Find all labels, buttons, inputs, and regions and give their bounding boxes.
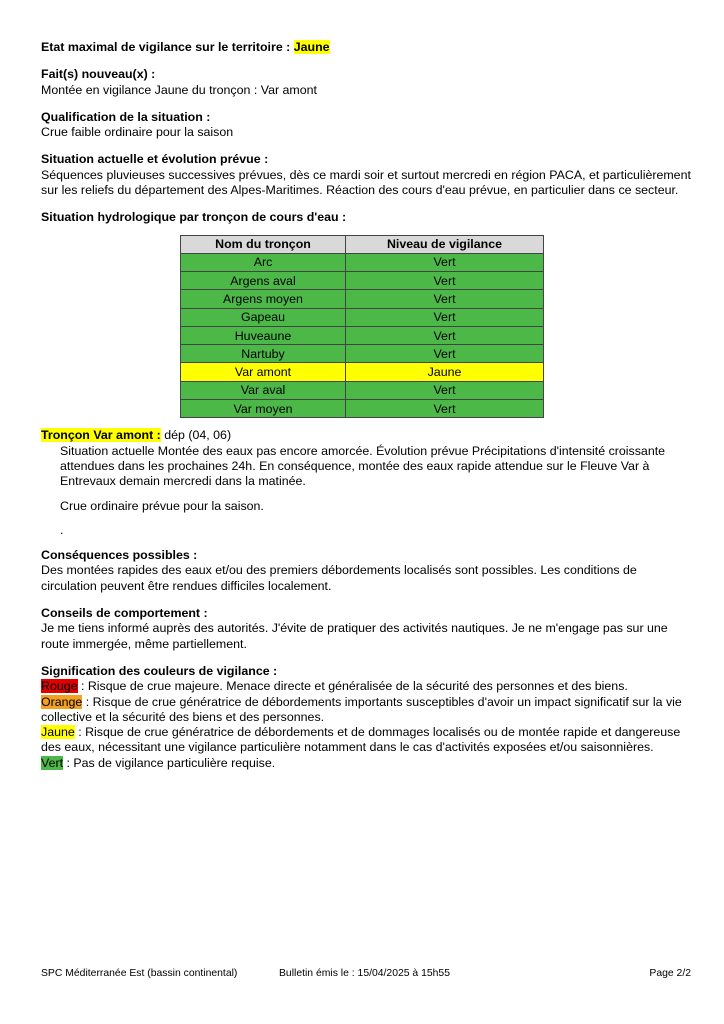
rouge-label: Rouge [41, 679, 78, 694]
hydro [41, 210, 691, 418]
table-row [181, 290, 544, 308]
troncon-name: Huveaune [181, 326, 346, 344]
vert-text: : Pas de vigilance particulière requise. [63, 755, 276, 770]
qualification-title: Qualification de la situation : [41, 109, 211, 124]
footer-date: Bulletin émis le : 15/04/2025 à 15h55 [279, 968, 450, 979]
troncon-name: Gapeau [181, 308, 346, 326]
signification-rouge [41, 679, 691, 694]
consequences [41, 548, 691, 594]
jaune-text: : Risque de crue génératrice de débordements et de dommages localisés ou de montée rapide et dangereuse des eaux, nécessitant une vigilance particulière notamment dans le cas d'activités exposées et/ou saisonnières. [41, 725, 681, 755]
table-row [181, 308, 544, 326]
signification-title: Signification des couleurs de vigilance : [41, 663, 278, 678]
table-row [181, 326, 544, 344]
troncon-level: Vert [345, 400, 543, 418]
conseils-title: Conseils de comportement : [41, 606, 208, 621]
faits-title: Fait(s) nouveau(x) : [41, 67, 156, 82]
jaune-label: Jaune [41, 725, 75, 740]
troncon-name: Nartuby [181, 345, 346, 363]
orange-text: : Risque de crue génératrice de débordements importants susceptibles d'avoir un impact significatif sur la vie collective et la sécurité des biens et des personnes. [41, 694, 682, 724]
signification-vert [41, 756, 691, 771]
signification-jaune [41, 725, 691, 756]
hydro-title: Situation hydrologique par tronçon de cours d'eau : [41, 210, 347, 225]
column-header-vigilance: Niveau de vigilance [345, 235, 543, 253]
troncon-level: Vert [345, 345, 543, 363]
troncon-name: Var aval [181, 381, 346, 399]
table-row [181, 363, 544, 381]
troncon-label: Tronçon Var amont : [41, 428, 161, 443]
table-row [181, 271, 544, 289]
troncon-level: Vert [345, 381, 543, 399]
footer-page-number: Page 2/2 [649, 968, 691, 979]
troncon-level: Jaune [345, 363, 543, 381]
situation-title: Situation actuelle et évolution prévue : [41, 152, 269, 167]
troncon-name: Arc [181, 253, 346, 271]
troncon-table [180, 235, 544, 419]
consequences-title: Conséquences possibles : [41, 548, 198, 563]
table-row [181, 345, 544, 363]
table-header-row [181, 235, 544, 253]
troncon-name: Argens moyen [181, 290, 346, 308]
signification-orange [41, 695, 691, 726]
qualification-text: Crue faible ordinaire pour la saison [41, 125, 234, 140]
troncon-level: Vert [345, 308, 543, 326]
troncon-level: Vert [345, 253, 543, 271]
troncon-level: Vert [345, 271, 543, 289]
orange-label: Orange [41, 694, 83, 709]
conseils-text: Je me tiens informé auprès des autorités. J'évite de pratiquer des activités nautiques. Je ne m'engage pas sur une route immergée, même partiellement. [41, 621, 668, 651]
rouge-text: : Risque de crue majeure. Menace directe et généralisée de la sécurité des personnes et des biens. [77, 679, 628, 694]
table-row [181, 253, 544, 271]
troncon-name: Var amont [181, 363, 346, 381]
signification [41, 664, 691, 771]
footer-service: SPC Méditerranée Est (bassin continental) [41, 968, 238, 979]
etat-label: Etat maximal de vigilance sur le territoire : [41, 40, 291, 54]
column-header-troncon: Nom du tronçon [181, 235, 346, 253]
etat-maximal [41, 40, 691, 55]
troncon-name: Argens aval [181, 271, 346, 289]
troncon-level: Vert [345, 290, 543, 308]
table-row [181, 381, 544, 399]
etat-value: Jaune [293, 40, 330, 54]
situation-text: Séquences pluvieuses successives prévues, dès ce mardi soir et surtout mercredi en région PACA, et particulièrement sur les reliefs du département des Alpes-Maritimes. Réaction des cours d'eau prévue, en particulier dans ce secteur. [41, 167, 691, 198]
troncon-name: Var moyen [181, 400, 346, 418]
troncon-level: Vert [345, 326, 543, 344]
faits-text: Montée en vigilance Jaune du tronçon : Var amont [41, 82, 317, 97]
situation [41, 152, 691, 198]
consequences-text: Des montées rapides des eaux et/ou des premiers débordements localisés sont possibles. Les conditions de circulation peuvent être rendues difficiles localement. [41, 563, 637, 593]
table-row [181, 400, 544, 418]
vert-label: Vert [41, 755, 64, 770]
troncon-var-amont [41, 428, 691, 538]
troncon-crue-text: Crue ordinaire prévue pour la saison. [60, 498, 264, 513]
qualification [41, 110, 691, 141]
faits-nouveaux [41, 67, 691, 98]
conseils [41, 606, 691, 652]
troncon-dep: dép (04, 06) [164, 428, 232, 443]
bulletin-page [41, 40, 691, 771]
troncon-situation-text: Situation actuelle Montée des eaux pas encore amorcée. Évolution prévue Précipitations d'intensité croissante attendues dans les prochaines 24h. En conséquence, montée des eaux rapide attendue sur le Fleuve Var à Entrevaux demain mercredi dans la matinée. [60, 443, 666, 489]
troncon-dot: . [60, 522, 64, 537]
